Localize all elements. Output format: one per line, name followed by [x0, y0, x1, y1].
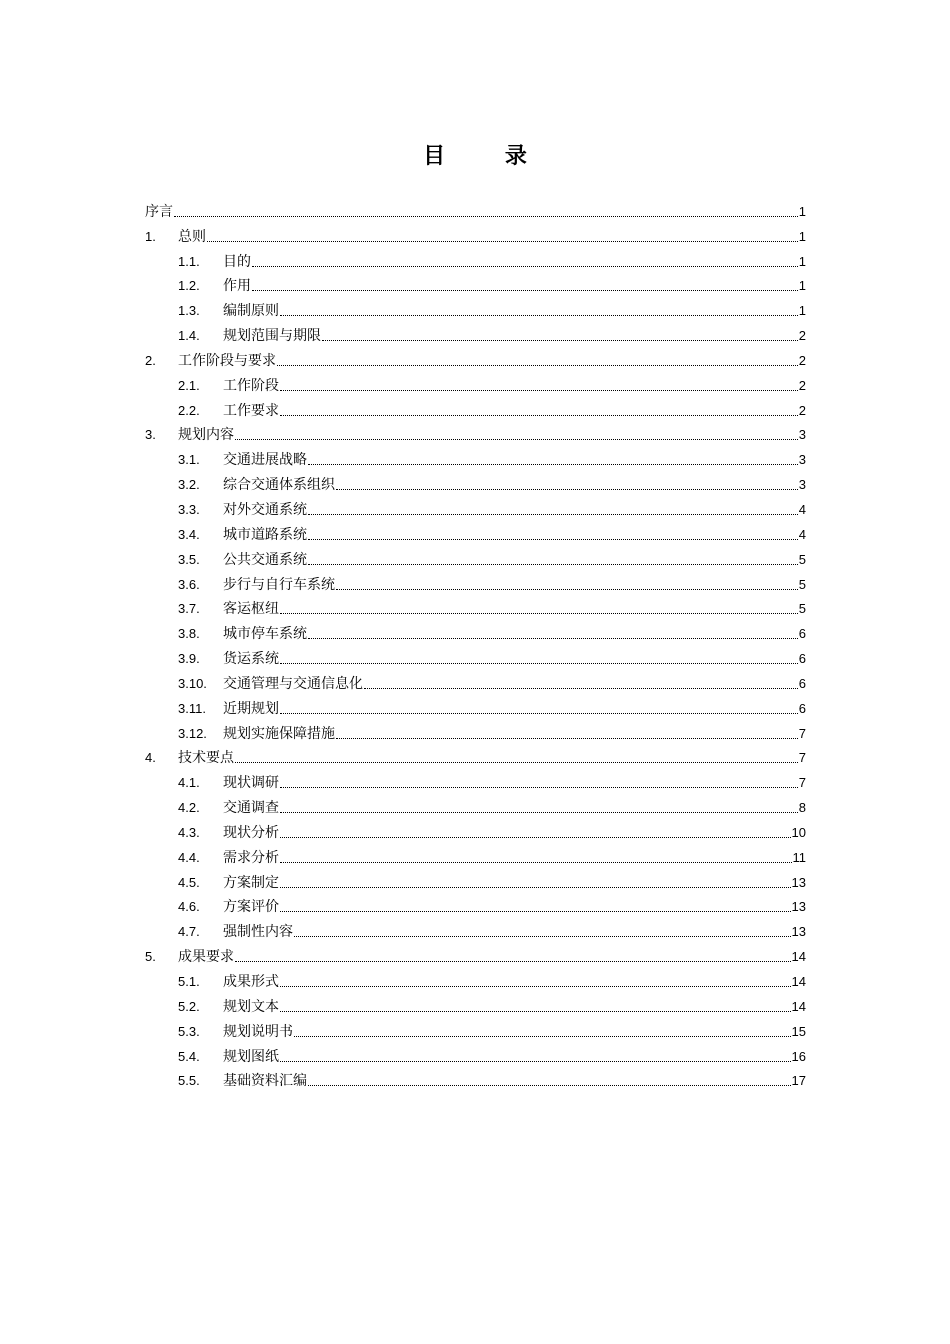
toc-entry[interactable] — [145, 569, 806, 594]
toc-entry-label: 规划内容 — [178, 427, 234, 444]
toc-entry[interactable] — [145, 221, 806, 246]
toc-entry[interactable] — [145, 718, 806, 743]
toc-entry-number: 5.4. — [178, 1048, 200, 1064]
toc-entry-page-number: 8 — [798, 800, 806, 816]
toc-entry[interactable] — [145, 618, 806, 643]
toc-entry[interactable] — [145, 370, 806, 395]
toc-entry-number: 5.5. — [178, 1073, 200, 1089]
toc-entry-label: 技术要点 — [178, 750, 234, 767]
toc-entry-page-number: 10 — [791, 824, 806, 840]
toc-entry[interactable] — [145, 792, 806, 817]
toc-entry-page-number: 11 — [792, 849, 806, 865]
toc-entry-number: 3.2. — [178, 477, 200, 493]
toc-entry-label: 目的 — [223, 253, 251, 270]
toc-dot-leader — [294, 936, 791, 937]
toc-dot-leader — [336, 738, 798, 739]
toc-entry[interactable] — [145, 494, 806, 519]
toc-entry-label: 城市停车系统 — [223, 626, 307, 643]
toc-dot-leader — [280, 1061, 791, 1062]
toc-entry[interactable] — [145, 991, 806, 1016]
toc-entry-label: 序言 — [145, 203, 173, 220]
page-title: 目 录 — [423, 144, 553, 169]
toc-entry-page-number: 7 — [798, 750, 806, 766]
toc-entry-label: 规划说明书 — [223, 1023, 293, 1040]
toc-entry-number: 3.12. — [178, 725, 207, 741]
toc-entry-page-number: 2 — [798, 377, 806, 393]
toc-dot-leader — [308, 464, 798, 465]
toc-entry-page-number: 1 — [798, 278, 806, 294]
toc-entry-label: 公共交通系统 — [223, 551, 307, 568]
toc-entry[interactable] — [145, 966, 806, 991]
toc-entry-page-number: 1 — [798, 253, 806, 269]
toc-dot-leader — [280, 837, 791, 838]
toc-dot-leader — [294, 1036, 791, 1037]
toc-entry-number: 4.5. — [178, 874, 200, 890]
toc-dot-leader — [235, 762, 798, 763]
toc-entry-page-number: 7 — [798, 775, 806, 791]
toc-entry-page-number: 1 — [798, 203, 806, 219]
toc-entry-page-number: 13 — [791, 899, 806, 915]
toc-dot-leader — [207, 241, 798, 242]
toc-entry-page-number: 5 — [798, 576, 806, 592]
toc-dot-leader — [308, 638, 798, 639]
toc-entry-label: 城市道路系统 — [223, 526, 307, 543]
toc-entry[interactable] — [145, 594, 806, 619]
toc-entry-page-number: 6 — [798, 651, 806, 667]
toc-entry-page-number: 14 — [791, 949, 806, 965]
toc-entry[interactable] — [145, 842, 806, 867]
toc-entry-page-number: 15 — [791, 1023, 806, 1039]
toc-dot-leader — [280, 887, 791, 888]
toc-entry-label: 基础资料汇编 — [223, 1073, 307, 1090]
toc-dot-leader — [277, 365, 798, 366]
toc-dot-leader — [280, 911, 791, 912]
toc-entry-page-number: 2 — [798, 352, 806, 368]
toc-entry-page-number: 6 — [798, 700, 806, 716]
toc-entry-label: 规划文本 — [223, 998, 279, 1015]
toc-entry[interactable] — [145, 320, 806, 345]
toc-entry-number: 4.3. — [178, 824, 200, 840]
toc-entry-label: 规划范围与期限 — [223, 328, 321, 345]
toc-entry[interactable] — [145, 668, 806, 693]
toc-entry-number: 3.4. — [178, 526, 200, 542]
toc-entry[interactable] — [145, 519, 806, 544]
toc-dot-leader — [308, 564, 798, 565]
toc-entry-page-number: 4 — [798, 526, 806, 542]
toc-entry-page-number: 5 — [798, 601, 806, 617]
toc-entry-number: 5.1. — [178, 974, 200, 989]
toc-entry-label: 客运枢纽 — [223, 601, 279, 618]
toc-entry-label: 需求分析 — [223, 849, 279, 866]
toc-entry-page-number: 13 — [791, 924, 806, 940]
toc-entry-page-number: 13 — [791, 874, 806, 890]
toc-dot-leader — [235, 439, 798, 440]
toc-dot-leader — [280, 862, 792, 863]
toc-entry-number: 2. — [145, 352, 156, 368]
toc-entry-page-number: 1 — [798, 228, 806, 244]
toc-dot-leader — [280, 812, 798, 813]
toc-entry-page-number: 16 — [791, 1048, 806, 1064]
toc-entry[interactable] — [145, 345, 806, 370]
toc-entry-number: 4.6. — [178, 899, 200, 915]
toc-entry[interactable] — [145, 693, 806, 718]
toc-entry-page-number: 4 — [798, 501, 806, 517]
toc-entry-number: 3.10. — [178, 675, 207, 691]
toc-entry-label: 步行与自行车系统 — [223, 576, 335, 593]
toc-entry-number: 4.1. — [178, 775, 200, 791]
toc-entry[interactable] — [145, 916, 806, 941]
toc-entry-label: 编制原则 — [223, 303, 279, 320]
toc-entry-label: 成果形式 — [223, 974, 279, 990]
toc-entry-page-number: 6 — [798, 626, 806, 642]
toc-entry-number: 1. — [145, 228, 156, 244]
toc-entry-label: 现状调研 — [223, 775, 279, 792]
toc-entry[interactable] — [145, 743, 806, 768]
toc-entry[interactable] — [145, 643, 806, 668]
toc-entry[interactable] — [145, 469, 806, 494]
toc-entry-number: 4.7. — [178, 924, 200, 940]
toc-dot-leader — [336, 489, 798, 490]
toc-entry-label: 交通管理与交通信息化 — [223, 675, 363, 692]
toc-entry-page-number: 14 — [791, 998, 806, 1014]
toc-dot-leader — [308, 539, 798, 540]
toc-entry-number: 3.8. — [178, 626, 200, 642]
toc-dot-leader — [235, 961, 791, 962]
toc-entry-number: 1.3. — [178, 303, 200, 319]
toc-entry[interactable] — [145, 295, 806, 320]
toc-entry-label: 强制性内容 — [223, 924, 293, 941]
toc-entry-number: 3.3. — [178, 501, 200, 517]
toc-entry[interactable] — [145, 941, 806, 966]
toc-entry-label: 方案制定 — [223, 874, 279, 891]
toc-entry[interactable] — [145, 867, 806, 892]
toc-entry-label: 工作阶段 — [223, 377, 279, 394]
toc-dot-leader — [280, 390, 798, 391]
toc-entry-page-number: 7 — [798, 725, 806, 741]
toc-entry-label: 规划图纸 — [223, 1048, 279, 1065]
toc-dot-leader — [308, 1085, 791, 1086]
table-of-contents — [145, 196, 806, 1090]
toc-entry-page-number: 3 — [798, 452, 806, 468]
toc-dot-leader — [280, 415, 798, 416]
toc-entry-label: 工作要求 — [223, 402, 279, 419]
toc-entry-page-number: 2 — [798, 402, 806, 418]
toc-entry-number: 5.3. — [178, 1023, 200, 1039]
toc-dot-leader — [252, 290, 798, 291]
toc-entry-number: 3.7. — [178, 601, 200, 617]
toc-entry-label: 成果要求 — [178, 949, 234, 966]
toc-entry-number: 2.1. — [178, 377, 200, 393]
toc-dot-leader — [280, 787, 798, 788]
toc-entry-label: 工作阶段与要求 — [178, 352, 276, 369]
toc-entry-number: 3.6. — [178, 576, 200, 592]
toc-entry[interactable] — [145, 271, 806, 296]
toc-entry[interactable] — [145, 544, 806, 569]
toc-dot-leader — [322, 340, 798, 341]
toc-entry-page-number: 2 — [798, 328, 806, 344]
toc-dot-leader — [174, 216, 798, 217]
toc-entry[interactable] — [145, 420, 806, 445]
toc-dot-leader — [280, 663, 798, 664]
toc-dot-leader — [280, 986, 791, 987]
toc-entry-page-number: 1 — [798, 303, 806, 319]
toc-entry-label: 综合交通体系组织 — [223, 477, 335, 494]
toc-entry-number: 3. — [145, 427, 156, 443]
toc-entry-label: 现状分析 — [223, 824, 279, 841]
toc-entry-page-number: 3 — [798, 477, 806, 493]
toc-entry[interactable] — [145, 817, 806, 842]
toc-dot-leader — [280, 713, 798, 714]
toc-entry-label: 总则 — [178, 228, 206, 245]
toc-entry-number: 3.5. — [178, 551, 200, 567]
toc-entry-number: 5.2. — [178, 998, 200, 1014]
toc-dot-leader — [364, 688, 798, 689]
toc-dot-leader — [280, 613, 798, 614]
toc-entry-page-number: 17 — [791, 1073, 806, 1089]
toc-entry[interactable] — [145, 1066, 806, 1091]
toc-entry-label: 交通进展战略 — [223, 452, 307, 469]
toc-entry-number: 3.11. — [178, 700, 206, 716]
toc-entry-number: 2.2. — [178, 402, 200, 418]
toc-entry-label: 作用 — [223, 278, 251, 295]
toc-entry-number: 1.1. — [178, 253, 200, 269]
toc-entry[interactable] — [145, 395, 806, 420]
toc-dot-leader — [336, 589, 798, 590]
toc-entry[interactable] — [145, 246, 806, 271]
toc-entry-number: 3.1. — [178, 452, 200, 468]
toc-dot-leader — [308, 514, 798, 515]
toc-entry-number: 4. — [145, 750, 156, 766]
toc-entry[interactable] — [145, 444, 806, 469]
toc-entry-page-number: 5 — [798, 551, 806, 567]
toc-entry-label: 对外交通系统 — [223, 501, 307, 518]
toc-entry-number: 1.2. — [178, 278, 200, 294]
toc-entry-page-number: 14 — [791, 974, 806, 989]
toc-entry-number: 3.9. — [178, 651, 200, 667]
toc-entry-label: 货运系统 — [223, 651, 279, 668]
toc-entry-number: 1.4. — [178, 328, 200, 344]
toc-entry-label: 近期规划 — [223, 700, 279, 717]
toc-entry[interactable] — [145, 1041, 806, 1066]
toc-entry-label: 交通调查 — [223, 800, 279, 817]
toc-dot-leader — [280, 315, 798, 316]
toc-entry[interactable] — [145, 892, 806, 917]
toc-entry[interactable] — [145, 767, 806, 792]
toc-entry-number: 4.4. — [178, 849, 200, 865]
toc-entry-label: 规划实施保障措施 — [223, 725, 335, 742]
toc-entry-number: 4.2. — [178, 800, 200, 816]
toc-entry-number: 5. — [145, 949, 156, 965]
toc-dot-leader — [252, 266, 798, 267]
toc-entry-label: 方案评价 — [223, 899, 279, 916]
toc-entry-page-number: 6 — [798, 675, 806, 691]
toc-entry-page-number: 3 — [798, 427, 806, 443]
toc-entry[interactable] — [145, 196, 806, 221]
toc-entry[interactable] — [145, 1016, 806, 1041]
toc-dot-leader — [280, 1011, 791, 1012]
